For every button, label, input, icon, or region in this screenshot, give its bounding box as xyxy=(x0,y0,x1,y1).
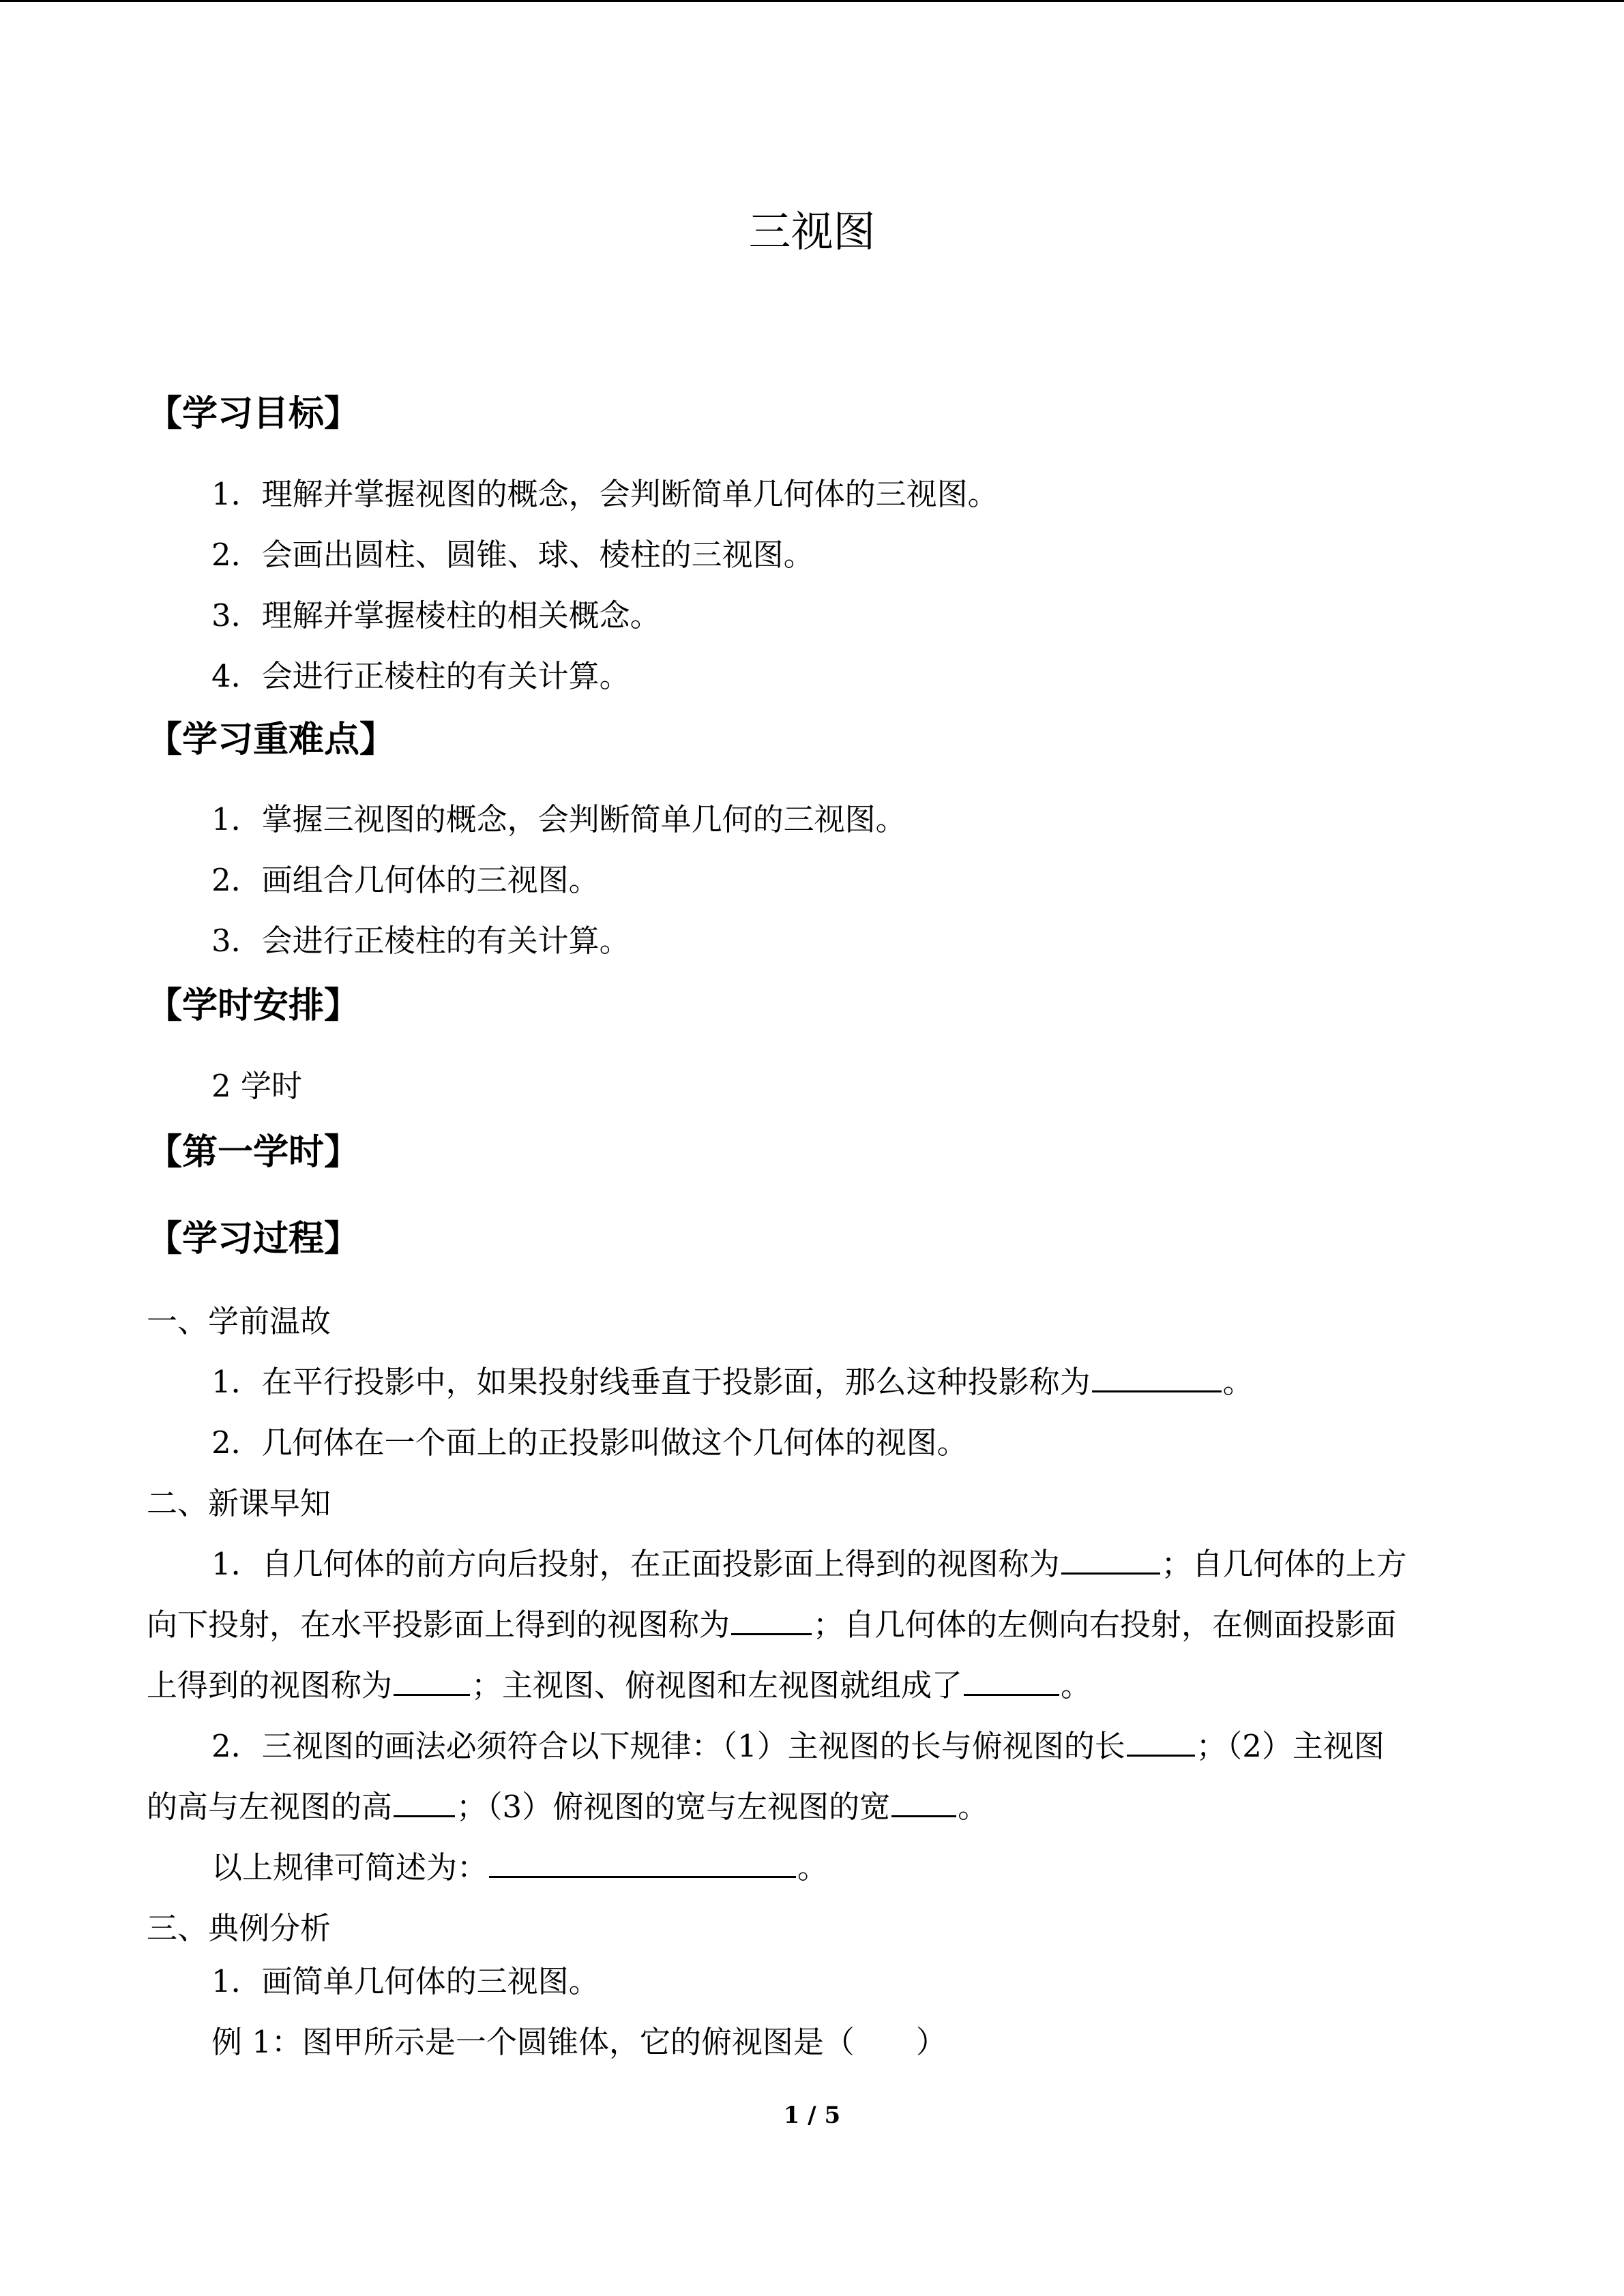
text-span: ；主视图、俯视图和左视图就组成了 xyxy=(471,1667,963,1703)
answer-blank xyxy=(394,1788,455,1817)
page-indicator: 1 / 5 xyxy=(783,2102,841,2129)
page-title: 三视图 xyxy=(748,207,876,256)
preview-p1-line3 xyxy=(147,1665,1091,1706)
preview-p2-line2 xyxy=(147,1787,988,1828)
answer-blank xyxy=(1061,1545,1160,1575)
review-question-2: 2．几何体在一个面上的正投影叫做这个几何体的视图。 xyxy=(211,1425,968,1461)
preview-p3 xyxy=(211,1847,828,1888)
answer-blank xyxy=(964,1667,1059,1696)
key-point-item: 1．掌握三视图的概念，会判断简单几何的三视图。 xyxy=(211,801,906,837)
text-span: 。 xyxy=(797,1849,829,1885)
review-heading: 一、学前温故 xyxy=(147,1303,331,1339)
review-question-1 xyxy=(211,1362,1254,1403)
answer-blank xyxy=(891,1788,956,1817)
examples-item-1: 1．画简单几何体的三视图。 xyxy=(211,1963,600,1999)
text-span: ；（3）俯视图的宽与左视图的宽 xyxy=(456,1789,891,1825)
preview-heading: 二、新课早知 xyxy=(147,1485,331,1521)
answer-blank xyxy=(1127,1727,1195,1757)
preview-p2-line1 xyxy=(211,1726,1385,1767)
goal-item: 4．会进行正棱柱的有关计算。 xyxy=(211,658,630,694)
text-span: ；（2）主视图 xyxy=(1196,1728,1385,1764)
review-q1-text: 1．在平行投影中，如果投射线垂直于投影面，那么这种投影称为 xyxy=(211,1364,1091,1400)
preview-p1-line2 xyxy=(147,1605,1396,1645)
goals-heading: 【学习目标】 xyxy=(147,393,360,434)
example-1: 例 1：图甲所示是一个圆锥体，它的俯视图是（ ） xyxy=(211,2024,947,2060)
text-span: 2．三视图的画法必须符合以下规律：（1）主视图的长与俯视图的长 xyxy=(211,1728,1125,1764)
key-point-item: 2．画组合几何体的三视图。 xyxy=(211,862,600,898)
answer-blank xyxy=(489,1849,796,1878)
key-point-item: 3．会进行正棱柱的有关计算。 xyxy=(211,923,630,959)
schedule-heading: 【学时安排】 xyxy=(147,985,360,1026)
process-heading: 【学习过程】 xyxy=(147,1219,360,1259)
schedule-text: 2 学时 xyxy=(211,1068,302,1104)
text-span: 上得到的视图称为 xyxy=(147,1667,393,1703)
text-span: ；自几何体的上方 xyxy=(1161,1546,1407,1582)
text-span: 的高与左视图的高 xyxy=(147,1789,393,1825)
key-points-heading: 【学习重难点】 xyxy=(147,719,396,760)
goal-item: 3．理解并掌握棱柱的相关概念。 xyxy=(211,597,661,633)
goal-item: 1．理解并掌握视图的概念，会判断简单几何体的三视图。 xyxy=(211,476,999,512)
text-span: 1．自几何体的前方向后投射，在正面投影面上得到的视图称为 xyxy=(211,1546,1060,1582)
answer-blank xyxy=(1092,1363,1222,1392)
goal-item: 2．会画出圆柱、圆锥、球、棱柱的三视图。 xyxy=(211,537,814,573)
review-q1-end: 。 xyxy=(1222,1364,1254,1400)
examples-heading: 三、典例分析 xyxy=(147,1910,331,1946)
text-span: 向下投射，在水平投影面上得到的视图称为 xyxy=(147,1607,730,1643)
first-period-heading: 【第一学时】 xyxy=(147,1132,360,1173)
preview-p1-line1 xyxy=(211,1544,1407,1585)
text-span: 以上规律可简述为： xyxy=(211,1849,488,1885)
answer-blank xyxy=(731,1606,812,1635)
text-span: ；自几何体的左侧向右投射，在侧面投影面 xyxy=(813,1607,1397,1643)
text-span: 。 xyxy=(1061,1667,1092,1703)
answer-blank xyxy=(394,1667,470,1696)
text-span: 。 xyxy=(958,1789,989,1825)
